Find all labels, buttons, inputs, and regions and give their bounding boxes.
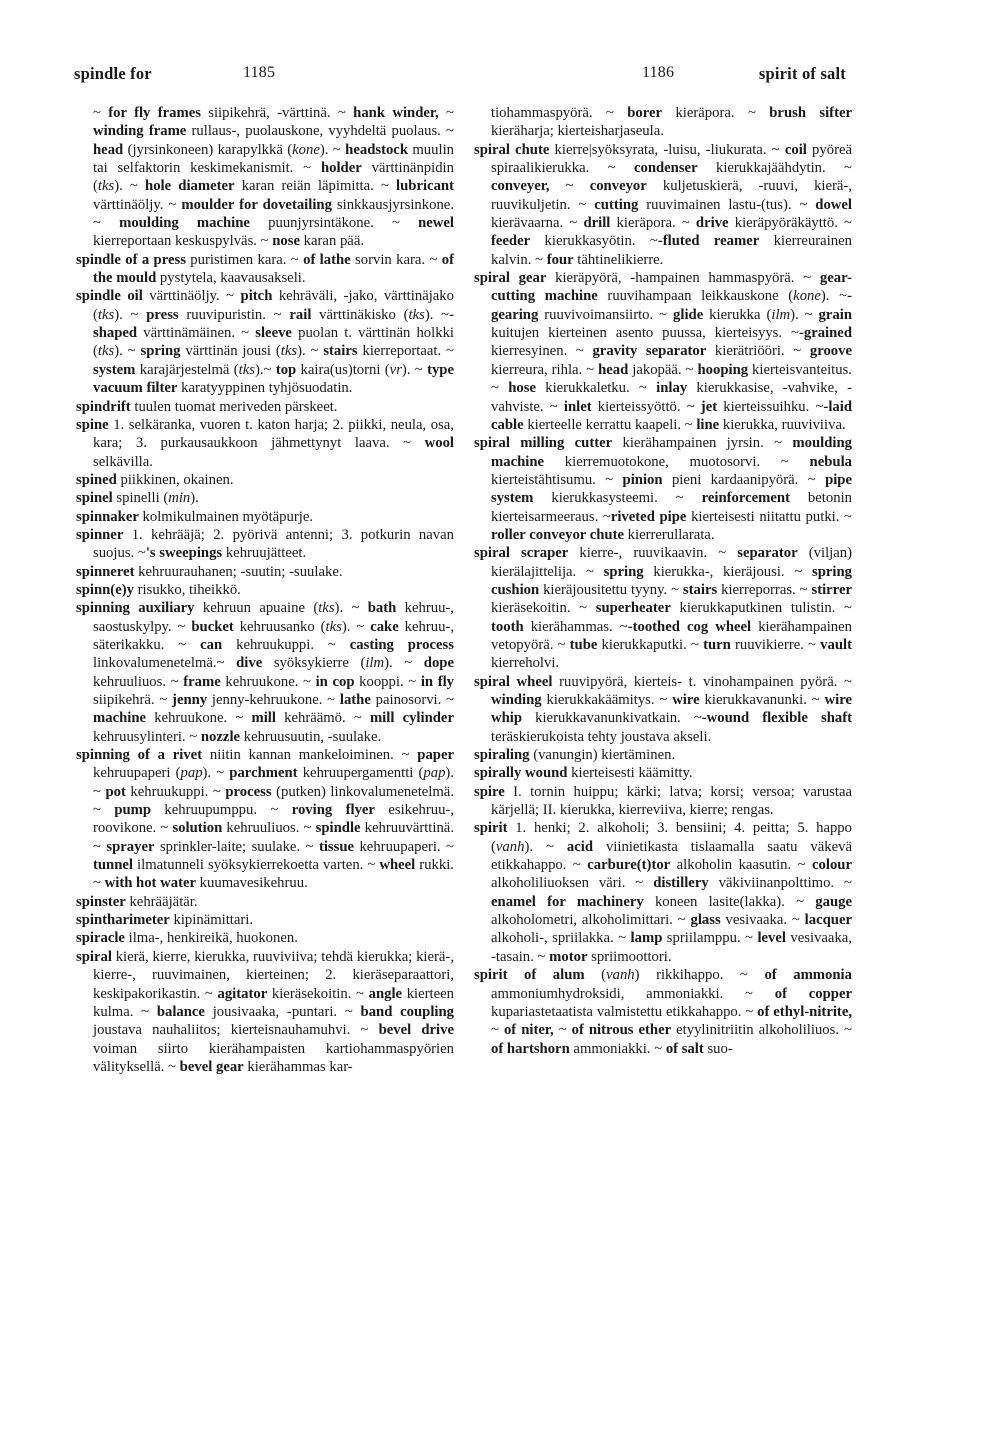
dictionary-entry: spinn(e)y risukko, tiheikkö. xyxy=(76,581,241,598)
dictionary-entry: spinnaker kolmikulmainen myötäpurje. xyxy=(76,508,314,525)
dictionary-entry: spiracle ilma-, henkireikä, huokonen. xyxy=(76,930,298,947)
dictionary-entry: spirally wound kierteisesti käämitty. xyxy=(474,765,693,782)
dictionary-entry: spiral wheel ruuvipyörä, kierteis- t. vinohampainen pyörä. ~ winding kierukkakäämitys. ~ wire kierukkavanunki. ~ wire whip kierukkavanunkivatkain. ~-wound flexible shaft teräskierukoista tehty joustava akseli. xyxy=(474,673,853,745)
dictionary-entry: spindle oil värttinäöljy. ~ pitch kehräväli, -jako, värttinäjako (tks). ~ press ruuvipuristin. ~ rail värttinäkisko (tks). ~-shaped värttinämäinen. ~ sleeve puolan t. värttinän holkki (tks). ~ spring värttinän jousi (tks). ~ stairs kierreportaat. ~ system karajärjestelmä (tks).~ top kaira(us)torni (vr). ~ type vacuum filter karatyyppinen tyhjösuodatin. xyxy=(76,288,454,397)
dictionary-entry: spire I. tornin huippu; kärki; latva; korsi; versoa; varustaa kärjellä; II. kierukka, kierreviiva, kierre; rengas. xyxy=(474,783,852,819)
dictionary-entry: ~ for fly frames siipikehrä, -värttinä. ~ hank winder, ~ winding frame rullaus-, puolauskone, vyyhdeltä puolaus. ~ head (jyrsinkoneen) karapylkkä (kone). ~ headstock muulin tai selfaktorin keskimekanismit. ~ holder värttinänpidin (tks). ~ hole diameter karan reiän läpimitta. ~ lubricant värttinäöljy. ~ moulder for dovetailing sinkkausjyrsinkone. ~ moulding machine puunjyrsintäkone. ~ newel kierreportaan keskuspylväs. ~ nose karan pää. xyxy=(93,105,455,250)
dictionary-entry: tiohammaspyörä. ~ borer kieräpora. ~ brush sifter kieräharja; kierteisharjaseula. xyxy=(491,105,852,140)
dictionary-entry: spiral chute kierre|syöksyrata, -luisu, -liukurata. ~ coil pyöreä spiraalikierukka. ~ condenser kierukkajäähdytin. ~ conveyer, ~ conveyor kuljetuskierä, -ruuvi, kierä-, ruuvikuljetin. ~ cutting ruuvimainen lastu-(tus). ~ dowel kierävaarna. ~ drill kieräpora. ~ drive kieräpyöräkäyttö. ~ feeder kierukkasyötin. ~-fluted reamer kierreurainen kalvin. ~ four tähtinelikierre. xyxy=(474,141,853,268)
dictionary-entry: spiral scraper kierre-, ruuvikaavin. ~ separator (viljan) kierälajittelija. ~ spring kierukka-, kieräjousi. ~ spring cushion kieräjousitettu tyyny. ~ stairs kierreporras. ~ stirrer kieräsekoitin. ~ superheater kierukkaputkinen tulistin. ~ tooth kierähammas. ~-toothed cog wheel kierähampainen vetopyörä. ~ tube kierukkaputki. ~ turn ruuvikierre. ~ vault kierreholvi. xyxy=(474,545,852,672)
dictionary-entry: spiraling (vanungin) kiertäminen. xyxy=(474,747,676,764)
dictionary-entry: spine 1. selkäranka, vuoren t. katon harja; 2. piikki, neula, osa, kara; 3. purkausaukkoon jähmettynyt laava. ~ wool selkävilla. xyxy=(76,416,454,470)
dictionary-entry: spirit of alum (vanh) rikkihappo. ~ of ammonia ammoniumhydroksidi, ammoniakki. ~ of copper kupariastetaatista valmistettu etikkahappo. ~ of ethyl-nitrite, ~ of niter, ~ of nitrous ether etyylinitriitin alkoholiliuos. ~ of hartshorn ammoniakki. ~ of salt suo- xyxy=(474,967,853,1057)
page-number-left: 1185 xyxy=(243,64,276,81)
dictionary-entry: spiral kierä, kierre, kierukka, ruuviviiva; tehdä kierukka; kierä-, kierre-, ruuvimainen, kierteinen; 2. kieräseparaattori, keskipakorikastin. ~ agitator kieräsekoitin. ~ angle kierteen kulma. ~ balance jousivaaka, -puntari. ~ band coupling joustava nauhaliitos; kierteisnauhamuhvi. ~ bevel drive voiman siirto kierähampaisten kartiohammaspyörien välityksellä. ~ bevel gear kierähammas kar- xyxy=(76,948,454,1075)
left-column xyxy=(76,104,454,1076)
dictionary-entry: spiral gear kieräpyörä, -hampainen hammaspyörä. ~ gear-cutting machine ruuvihampaan leikkauskone (kone). ~-gearing ruuvivoimansiirto. ~ glide kierukka (ilm). ~ grain kuitujen kierteinen asento puussa, kierteisyys. ~-grained kierresyinen. ~ gravity separator kierätriööri. ~ groove kierreura, rihla. ~ head jakopää. ~ hooping kierteisvanteitus. ~ hose kierukkaletku. ~ inlay kierukkasise, -vahvike, -vahviste. ~ inlet kierteissyöttö. ~ jet kierteissuihku. ~-laid cable kierteelle kerrattu kaapeli. ~ line kierukka, ruuviviiva. xyxy=(474,270,853,433)
dictionary-entry: spinning of a rivet niitin kannan mankeloiminen. ~ paper kehruupaperi (pap). ~ parchment kehruupergamentti (pap). ~ pot kehruukuppi. ~ process (putken) linkovalumenetelmä. ~ pump kehruupumppu. ~ roving flyer esikehruu-, roovikone. ~ solution kehruuliuos. ~ spindle kehruuvärttinä. ~ sprayer sprinkler-laite; suulake. ~ tissue kehruupaperi. ~ tunnel ilmatunneli syöksykierrekoetta varten. ~ wheel rukki. ~ with hot water kuumavesikehruu. xyxy=(76,747,455,892)
dictionary-entry: spiral milling cutter kierähampainen jyrsin. ~ moulding machine kierremuotokone, muotosorvi. ~ nebula kierteistähtisumu. ~ pinion pieni kardaanipyörä. ~ pipe system kierukkasysteemi. ~ reinforcement betonin kierteisarmeeraus. ~riveted pipe kierteisesti niitattu putki. ~ roller conveyor chute kierrerullarata. xyxy=(474,435,852,543)
dictionary-entry: spindle of a press puristimen kara. ~ of lathe sorvin kara. ~ of the mould pystytela, kaavausakseli. xyxy=(76,251,454,287)
dictionary-entry: spindrift tuulen tuomat meriveden pärskeet. xyxy=(76,398,338,415)
dictionary-entry: spirit 1. henki; 2. alkoholi; 3. bensiini; 4. peitta; 5. happo (vanh). ~ acid viinietikasta tislaamalla saatu väkevä etikkahappo. ~ carbure(t)tor alkoholin kaasutin. ~ colour alkoholiliuoksen väri. ~ distillery väkiviinanpolttimo. ~ enamel for machinery koneen lasite(lakka). ~ gauge alkoholometri, alkoholimittari. ~ glass vesivaaka. ~ lacquer alkoholi-, spriilakka. ~ lamp spriilamppu. ~ level vesivaaka, -tasain. ~ motor spriimoottori. xyxy=(474,820,852,965)
dictionary-entry: spinster kehrääjätär. xyxy=(76,893,198,910)
dictionary-entry: spinner 1. kehrääjä; 2. pyörivä antenni; 3. potkurin navan suojus. ~'s sweepings kehruujätteet. xyxy=(76,526,454,562)
running-head-right: spirit of salt xyxy=(758,64,846,83)
right-column xyxy=(474,104,852,1058)
dictionary-entry: spinning auxiliary kehruun apuaine (tks). ~ bath kehruu-, saostuskylpy. ~ bucket kehruusanko (tks). ~ cake kehruu-, säterikakku. ~ can kehruukuppi. ~ casting process linkovalumenetelmä.~ dive syöksykierre (ilm). ~ dope kehruuliuos. ~ frame kehruukone. ~ in cop kooppi. ~ in fly siipikehrä. ~ jenny jenny-kehruukone. ~ lathe painosorvi. ~ machine kehruukone. ~ mill kehräämö. ~ mill cylinder kehruusylinteri. ~ nozzle kehruusuutin, -suulake. xyxy=(76,600,455,745)
dictionary-entry: spined piikkinen, okainen. xyxy=(76,471,234,488)
running-head-left: spindle for xyxy=(74,64,152,83)
dictionary-entry: spinneret kehruurauhanen; -suutin; -suulake. xyxy=(76,563,343,580)
dictionary-entry: spinel spinelli (min). xyxy=(76,490,199,507)
page-number-right: 1186 xyxy=(642,64,675,81)
dictionary-entry: spintharimeter kipinämittari. xyxy=(76,912,254,929)
